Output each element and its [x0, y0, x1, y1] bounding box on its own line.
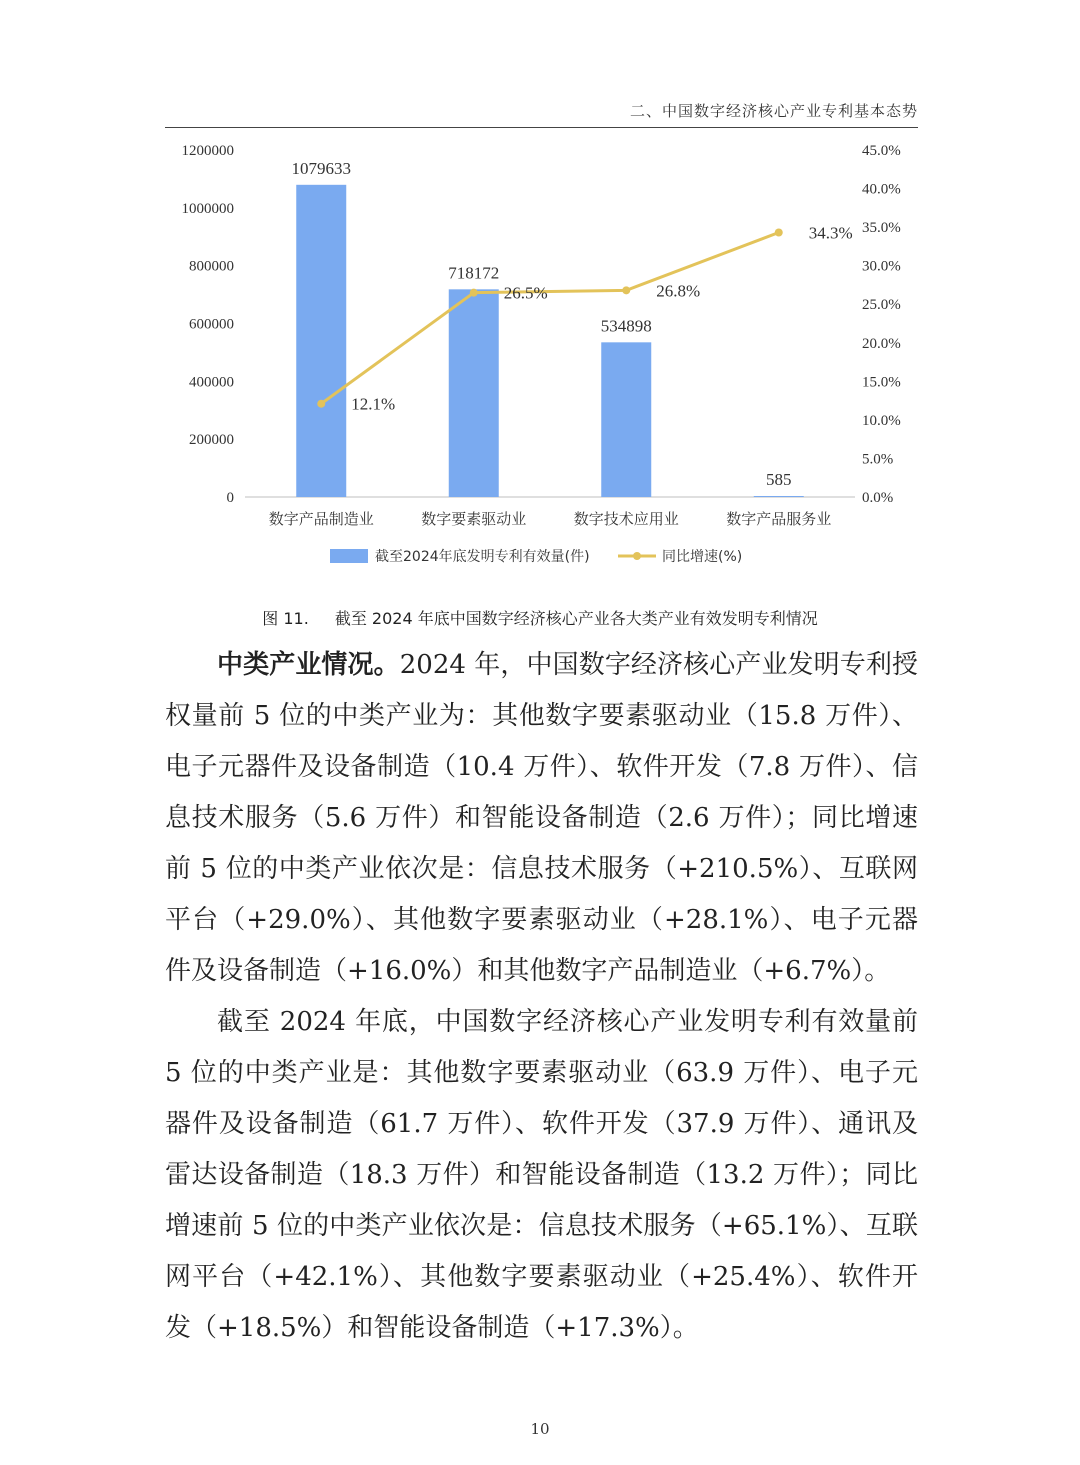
legend-bar-swatch [330, 549, 368, 563]
figure-number: 图 11. [262, 609, 309, 628]
paragraph-2-text: 截至 2024 年底，中国数字经济核心产业发明专利有效量前 5 位的中类产业是：其他数字要素驱动业（63.9 万件）、电子元器件及设备制造（61.7 万件）、软件开发（37.9 万件）、通讯及雷达设备制造（18.3 万件）和智能设备制造（13.2 万件）；同比增速前 5 位的中类产业依次是：信息技术服务（+65.1%）、互联网平台（+42.1%）、其他数字要素驱动业（+25.4%）、软件开发（+18.5%）和智能设备制造（+17.3%）。 [165, 1007, 918, 1343]
running-header: 二、中国数字经济核心产业专利基本态势 [629, 102, 918, 120]
bar [296, 185, 346, 497]
growth-value-label: 34.3% [808, 223, 853, 243]
category-label: 数字产品服务业 [726, 510, 832, 528]
y-right-tick-label: 30.0% [862, 258, 901, 275]
y-right-tick-label: 35.0% [862, 220, 901, 237]
bar [601, 342, 651, 497]
y-right-tick-label: 5.0% [862, 451, 894, 468]
y-right-tick-label: 15.0% [862, 374, 901, 391]
y-right-tick-label: 40.0% [862, 181, 901, 198]
bar-value-label: 1079633 [291, 158, 351, 178]
y-left-tick-label: 1200000 [181, 143, 234, 159]
y-left-tick-label: 1000000 [181, 200, 234, 217]
bar [449, 289, 499, 497]
bar-value-label: 585 [766, 470, 792, 489]
paragraph-1 [165, 640, 918, 997]
y-right-tick-label: 0.0% [862, 490, 894, 506]
category-label: 数字产品制造业 [268, 510, 374, 528]
y-left-tick-label: 800000 [189, 258, 234, 275]
paragraph-1-text: 2024 年，中国数字经济核心产业发明专利授权量前 5 位的中类产业为：其他数字要素驱动业（15.8 万件）、电子元器件及设备制造（10.4 万件）、软件开发（7.8 万件）、信息技术服务（5.6 万件）和智能设备制造（2.6 万件）；同比增速前 5 位的中类产业依次是：信息技术服务（+210.5%）、互联网平台（+29.0%）、其他数字要素驱动业（+28.1%）、电子元器件及设备制造（+16.0%）和其他数字产品制造业（+6.7%）。 [165, 650, 918, 986]
legend-line-label: 同比增速(%) [662, 549, 743, 565]
patent-chart [0, 0, 1080, 600]
y-right-tick-label: 45.0% [862, 143, 901, 159]
y-left-tick-label: 600000 [189, 316, 234, 333]
y-right-tick-label: 10.0% [862, 412, 901, 429]
y-right-tick-label: 20.0% [862, 335, 901, 352]
growth-point [470, 289, 478, 297]
body-text [165, 640, 918, 1354]
growth-line [321, 233, 779, 404]
legend-line-marker [633, 552, 641, 560]
y-right-tick-label: 25.0% [862, 297, 901, 314]
growth-point [775, 229, 783, 237]
y-left-tick-label: 400000 [189, 374, 234, 391]
growth-value-label: 26.8% [656, 281, 701, 301]
category-label: 数字要素驱动业 [421, 510, 527, 528]
growth-value-label: 12.1% [351, 394, 396, 414]
category-label: 数字技术应用业 [573, 510, 679, 528]
growth-point [317, 400, 325, 408]
growth-point [622, 286, 630, 294]
bar-value-label: 534898 [600, 316, 652, 336]
bar [754, 496, 804, 497]
legend-bar-label: 截至2024年底发明专利有效量(件) [375, 549, 590, 565]
growth-value-label: 26.5% [503, 283, 548, 303]
paragraph-2 [165, 997, 918, 1354]
bar-value-label: 718172 [448, 263, 500, 283]
paragraph-1-lead: 中类产业情况。 [217, 650, 400, 680]
page-number: 10 [530, 1420, 550, 1438]
figure-title: 截至 2024 年底中国数字经济核心产业各大类产业有效发明专利情况 [334, 609, 818, 628]
figure-caption [0, 606, 1080, 629]
y-left-tick-label: 200000 [189, 432, 234, 449]
y-left-tick-label: 0 [226, 490, 234, 506]
